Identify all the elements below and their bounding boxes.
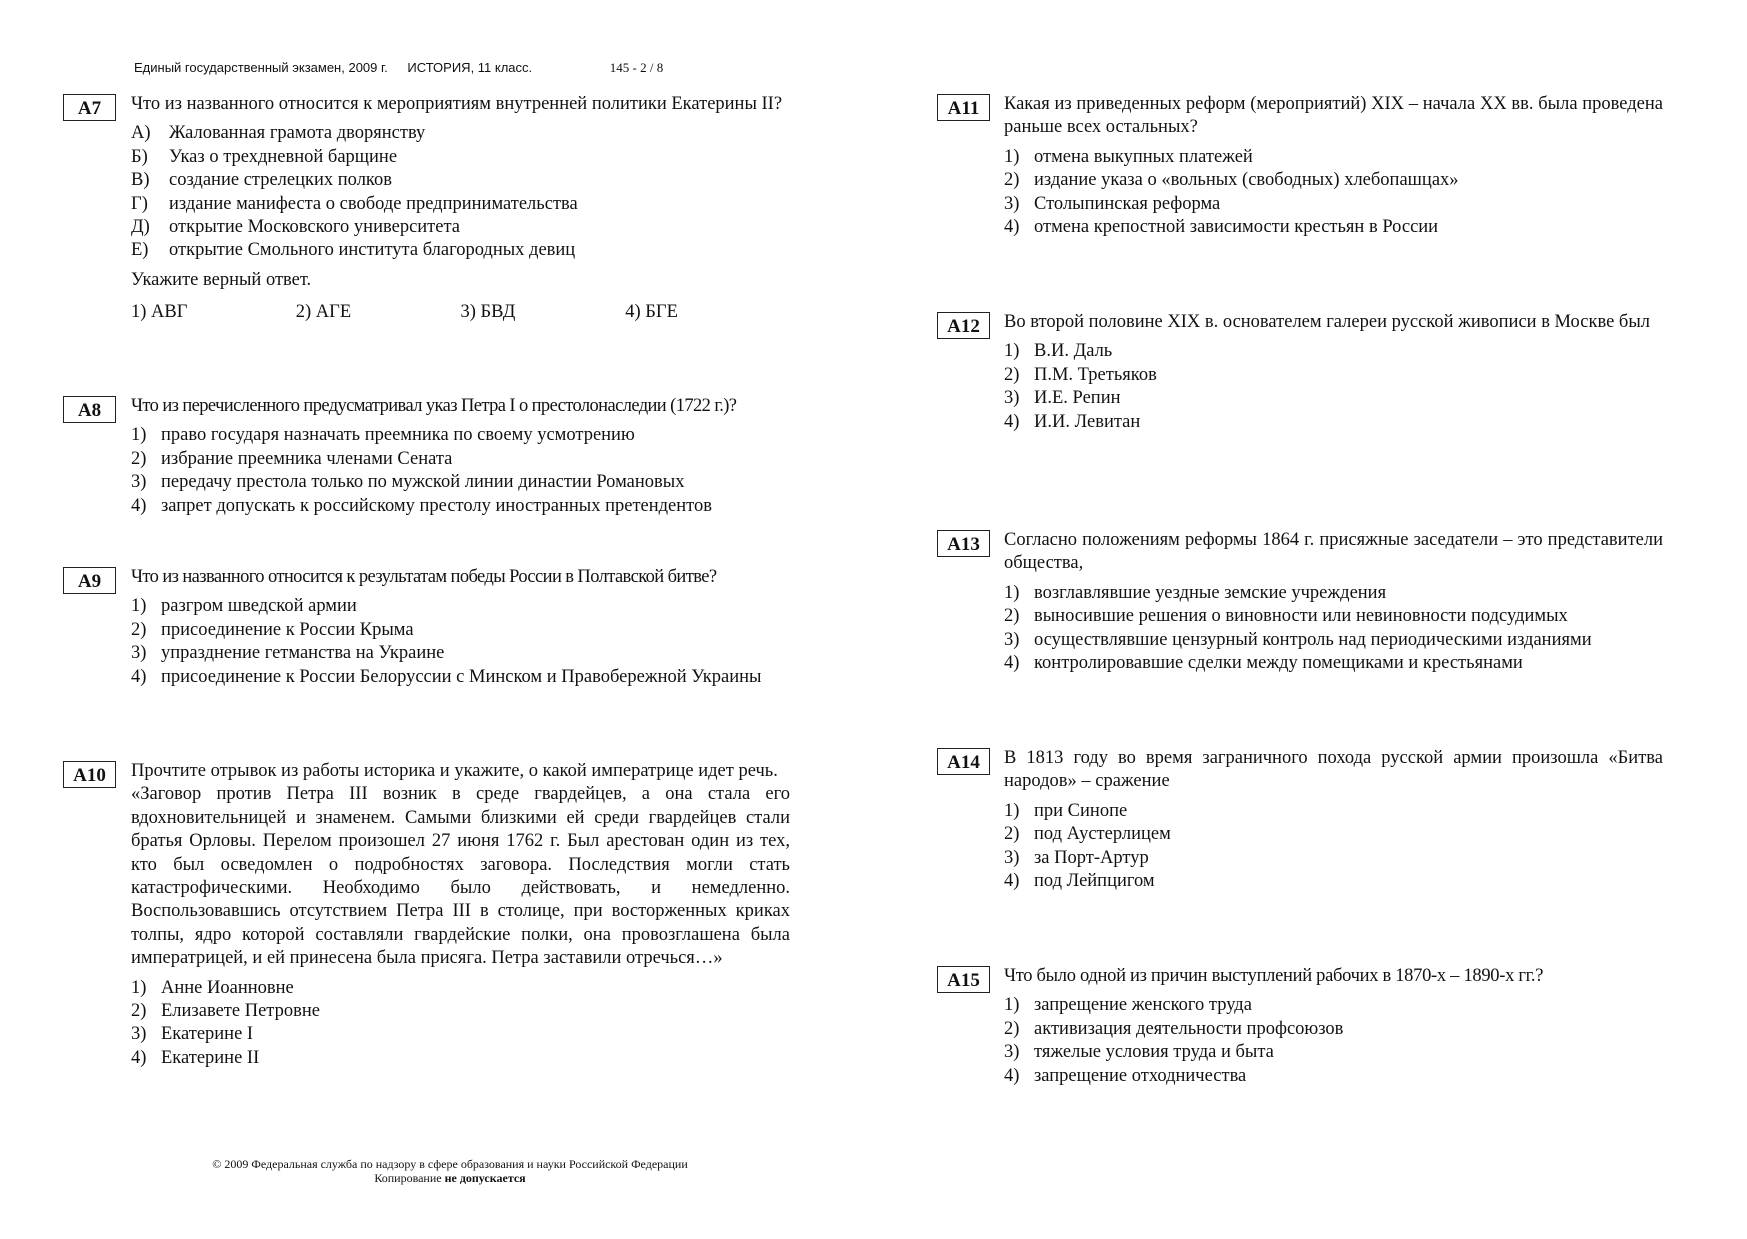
option: Е) открытие Смольного института благородных девиц — [131, 240, 576, 261]
option: 3) за Порт-Артур — [1004, 847, 1149, 868]
question-number: А15 — [937, 966, 990, 993]
page-header — [134, 60, 679, 76]
option: 3) И.Е. Репин — [1004, 388, 1121, 409]
option: Д) открытие Московского университета — [131, 217, 460, 238]
exam-title: Единый государственный экзамен, 2009 г. — [134, 60, 388, 75]
question-stem: Что из названного относится к результатам победы России в Полтавской битве? — [131, 567, 717, 587]
question-number: А8 — [63, 396, 116, 423]
option: 2) под Аустерлицем — [1004, 824, 1171, 845]
question-number: А13 — [937, 530, 990, 557]
option: 2) издание указа о «вольных (свободных) хлебопашцах» — [1004, 170, 1459, 191]
question-number: А11 — [937, 94, 990, 121]
option: 1) при Синопе — [1004, 800, 1128, 821]
question-stem: Что из перечисленного предусматривал указ Петра I о престолонаследии (1722 г.)? — [131, 396, 737, 416]
question-number: А7 — [63, 94, 116, 121]
copy-notice-bold: не допускается — [444, 1171, 526, 1185]
question-stem: Прочтите отрывок из работы историка и укажите, о какой императрице идет речь. — [131, 761, 778, 781]
option: 4) запрет допускать к российскому престолу иностранных претендентов — [131, 495, 712, 516]
option: 3) тяжелые условия труда и быта — [1004, 1042, 1274, 1063]
option: 4) Екатерине II — [131, 1047, 260, 1068]
answer-choices — [131, 301, 790, 324]
option: 4) отмена крепостной зависимости крестьян в России — [1004, 217, 1439, 238]
option: 2) присоединение к России Крыма — [131, 619, 414, 640]
copy-notice: Копирование не допускается — [374, 1171, 526, 1185]
answer-choice: 4) БГЕ — [625, 302, 678, 323]
historian-excerpt: «Заговор против Петра III возник в среде гвардейцев, а она стала его вдохновительницей и знаменем. Самыми близкими ей среди гвардейцев стали братья Орловы. Перелом произошел 27 июня 1762 г. Был арестован один из тех, кто был осведомлен о подробностях заговора. Последствия могли стать катастрофическими. Необходимо было действовать, и немедленно. Воспользовавшись отсутствием Петра III в столице, при восторженных криках толпы, ядро которой составляли гвардейские полки, она провозглашена была императрицей, и ей принесена была присяга. Петра заставили отречься…» — [131, 784, 790, 969]
question-number: А12 — [937, 312, 990, 339]
option: 3) Столыпинская реформа — [1004, 193, 1221, 214]
option: 1) Анне Иоанновне — [131, 977, 294, 998]
answer-prompt: Укажите верный ответ. — [131, 269, 312, 290]
option: 3) осуществлявшие цензурный контроль над периодическими изданиями — [1004, 629, 1592, 650]
option: Г) издание манифеста о свободе предпринимательства — [131, 193, 578, 214]
question-stem: Во второй половине XIX в. основателем галереи русской живописи в Москве был — [1004, 312, 1650, 332]
option: 1) В.И. Даль — [1004, 341, 1113, 362]
copyright-line: © 2009 Федеральная служба по надзору в сфере образования и науки Российской Федерации — [212, 1157, 688, 1171]
option: 2) П.М. Третьяков — [1004, 364, 1157, 385]
option: 2) Елизавете Петровне — [131, 1001, 320, 1022]
option: 3) упразднение гетманства на Украине — [131, 643, 445, 664]
subject-title: ИСТОРИЯ, 11 класс. — [407, 60, 533, 75]
copyright-footer — [150, 1157, 750, 1185]
option: 1) возглавлявшие уездные земские учреждения — [1004, 582, 1387, 603]
option: 3) Екатерине I — [131, 1024, 254, 1045]
question-stem: Что было одной из причин выступлений рабочих в 1870-х – 1890-х гг.? — [1004, 966, 1544, 986]
option: 2) избрание преемника членами Сената — [131, 448, 453, 469]
option: 2) активизация деятельности профсоюзов — [1004, 1018, 1344, 1039]
option: 1) разгром шведской армии — [131, 596, 357, 617]
option: 1) запрещение женского труда — [1004, 995, 1252, 1016]
option: 4) присоединение к России Белоруссии с Минском и Правобережной Украины — [131, 666, 762, 687]
option: 4) запрещение отходничества — [1004, 1065, 1247, 1086]
option: А) Жалованная грамота дворянству — [131, 123, 426, 144]
question-number: А14 — [937, 748, 990, 775]
option: 3) передачу престола только по мужской линии династии Романовых — [131, 472, 685, 493]
option: В) создание стрелецких полков — [131, 170, 392, 191]
answer-choice: 3) БВД — [460, 302, 516, 323]
question-number: А10 — [63, 761, 116, 788]
answer-choice: 2) АГЕ — [295, 302, 352, 323]
option: 4) контролировавшие сделки между помещиками и крестьянами — [1004, 653, 1523, 674]
option: 4) И.И. Левитан — [1004, 411, 1141, 432]
option: 2) выносившие решения о виновности или невиновности подсудимых — [1004, 606, 1568, 627]
question-stem: Какая из приведенных реформ (мероприятий) XIX – начала XX вв. была проведена раньше всех остальных? — [1004, 94, 1663, 138]
question-stem: Согласно положениям реформы 1864 г. присяжные заседатели – это представители общества, — [1004, 530, 1663, 574]
option: 1) право государя назначать преемника по своему усмотрению — [131, 425, 635, 446]
option: 1) отмена выкупных платежей — [1004, 146, 1253, 167]
answer-choice: 1) АВГ — [131, 302, 188, 323]
page-number: 145 - 2 / 8 — [609, 60, 664, 75]
question-stem: В 1813 году во время заграничного похода русской армии произошла «Битва народов» – сражение — [1004, 748, 1663, 792]
option: 4) под Лейпцигом — [1004, 871, 1155, 892]
question-stem: Что из названного относится к мероприятиям внутренней политики Екатерины II? — [131, 94, 783, 114]
option: Б) Указ о трехдневной барщине — [131, 146, 398, 167]
question-number: А9 — [63, 567, 116, 594]
